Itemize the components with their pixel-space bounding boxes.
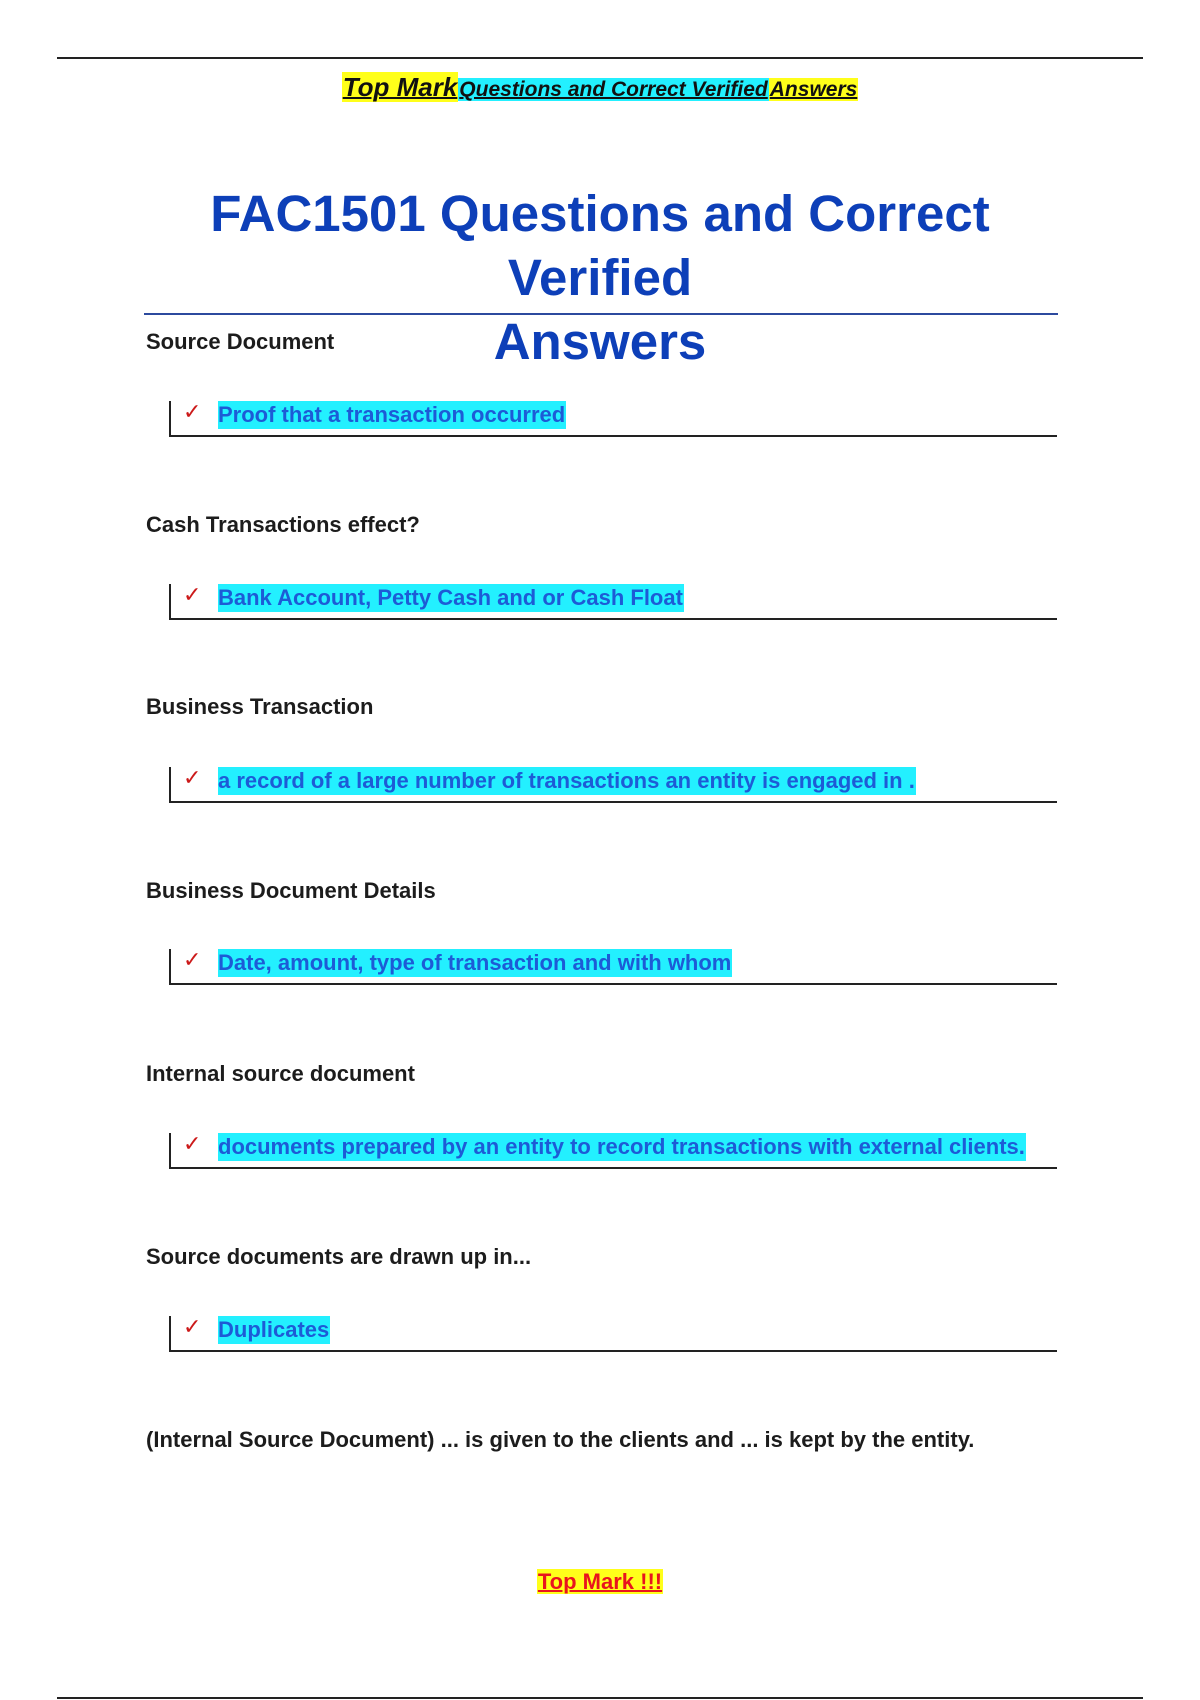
check-icon: ✓ (183, 948, 202, 973)
answer-internal-source-document: documents prepared by an entity to record transactions with external clients. (218, 1134, 1025, 1159)
check-icon: ✓ (183, 583, 202, 608)
answer-box-internal-source-document (169, 1133, 1057, 1169)
title-rule (144, 313, 1058, 315)
header-banner (0, 72, 1200, 105)
bottom-rule (57, 1697, 1143, 1699)
answer-box-source-document (169, 401, 1057, 437)
answer-box-drawn-up-in (169, 1316, 1057, 1352)
footer-top-mark: Top Mark !!! (537, 1569, 663, 1594)
footer-mark (0, 1568, 1200, 1596)
check-icon: ✓ (183, 766, 202, 791)
question-source-document: Source Document (146, 329, 335, 354)
header-top-mark: Top Mark (342, 72, 458, 102)
header-subtitle-end: Answers (769, 78, 858, 101)
check-icon: ✓ (183, 1315, 202, 1340)
question-business-document-details: Business Document Details (146, 878, 436, 903)
answer-cash-transactions: Bank Account, Petty Cash and or Cash Float (218, 585, 683, 610)
answer-business-document-details: Date, amount, type of transaction and with whom (218, 950, 732, 975)
question-cash-transactions: Cash Transactions effect? (146, 512, 420, 537)
header-subtitle: Questions and Correct Verified (459, 78, 768, 101)
top-rule (57, 57, 1143, 59)
question-business-transaction: Business Transaction (146, 694, 374, 719)
answer-box-business-document-details (169, 949, 1057, 985)
answer-business-transaction: a record of a large number of transactions an entity is engaged in . (218, 768, 915, 793)
document-title-line2: Answers (493, 313, 707, 370)
check-icon: ✓ (183, 400, 202, 425)
answer-box-cash-transactions (169, 584, 1057, 620)
check-icon: ✓ (183, 1132, 202, 1157)
question-internal-source-document: Internal source document (146, 1061, 415, 1086)
answer-box-business-transaction (169, 767, 1057, 803)
question-drawn-up-in: Source documents are drawn up in... (146, 1244, 532, 1269)
answer-drawn-up-in: Duplicates (218, 1317, 330, 1342)
question-internal-source-document-given: (Internal Source Document) ... is given to the clients and ... is kept by the entity. (146, 1427, 975, 1452)
answer-source-document: Proof that a transaction occurred (218, 402, 566, 427)
document-title-line1: FAC1501 Questions and Correct Verified (210, 185, 990, 306)
